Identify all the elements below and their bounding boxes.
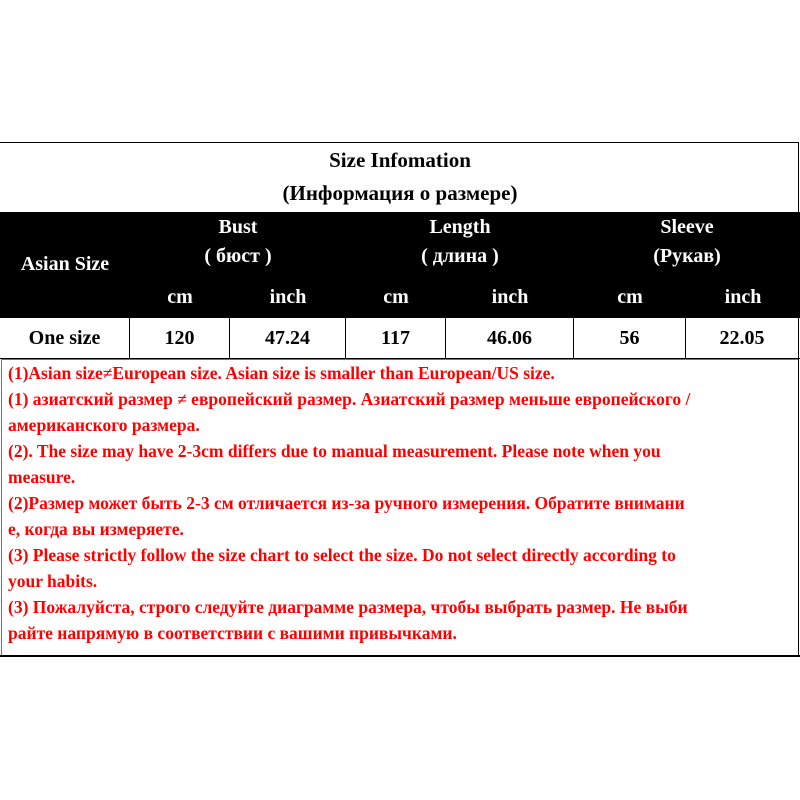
note-line: (2)Размер может быть 2-3 см отличается из-за ручного измерения. Обратите внимани <box>8 493 685 513</box>
header-sleeve-inch: inch <box>724 286 762 308</box>
header-length-inch: inch <box>491 286 529 308</box>
note-line: (1)Asian size≠European size. Asian size is smaller than European/US size. <box>8 363 555 383</box>
note-line: американского размера. <box>8 415 200 435</box>
header-sleeve-ru: (Рукав) <box>653 245 721 267</box>
length-inch-value: 46.06 <box>446 318 574 358</box>
header-sleeve: Sleeve <box>660 216 714 238</box>
header-length-ru: ( длина ) <box>421 245 499 267</box>
header-sleeve-cm: cm <box>617 286 643 308</box>
header-bust-cm: cm <box>167 286 193 308</box>
header-bust-ru: ( бюст ) <box>204 245 272 267</box>
note-line: е, когда вы измеряете. <box>8 519 184 539</box>
row-label: One size <box>0 318 130 358</box>
page-title: Size Infomation <box>329 148 471 172</box>
header-bust: Bust <box>218 216 258 238</box>
bust-inch-value: 47.24 <box>230 318 346 358</box>
sleeve-inch-value: 22.05 <box>686 318 799 358</box>
table-header <box>0 212 800 318</box>
length-cm-value: 117 <box>346 318 446 358</box>
note-line: (2). The size may have 2-3cm differs due to manual measurement. Please note when you <box>8 441 661 461</box>
note-line: (1) азиатский размер ≠ европейский размер. Азиатский размер меньше европейского / <box>8 389 691 409</box>
bottom-divider <box>0 655 800 657</box>
note-line: райте напрямую в соответствии с вашими привычками. <box>8 623 457 643</box>
note-line: your habits. <box>8 571 98 591</box>
sleeve-cm-value: 56 <box>574 318 686 358</box>
bust-cm-value: 120 <box>130 318 230 358</box>
table-row <box>0 318 800 358</box>
page-subtitle: (Информация о размере) <box>282 181 518 205</box>
note-line: (3) Please strictly follow the size chart to select the size. Do not select directly according to <box>8 545 676 565</box>
header-length-cm: cm <box>383 286 409 308</box>
notes-box <box>1 359 798 655</box>
header-bust-inch: inch <box>269 286 307 308</box>
note-line: measure. <box>8 467 76 487</box>
header-length: Length <box>429 216 491 238</box>
header-asian-size: Asian Size <box>20 253 110 275</box>
note-line: (3) Пожалуйста, строго следуйте диаграмме размера, чтобы выбрать размер. Не выби <box>8 597 688 617</box>
